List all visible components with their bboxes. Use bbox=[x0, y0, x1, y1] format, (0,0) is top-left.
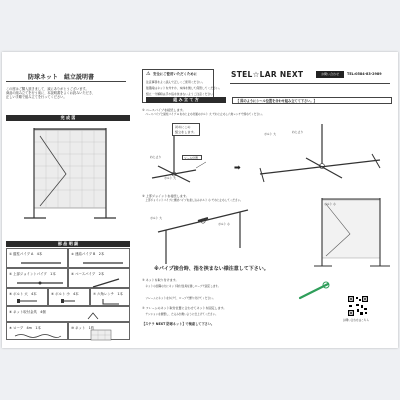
part-label-10: ⑩ ネット 1枚 bbox=[71, 326, 95, 330]
rope-icon bbox=[15, 333, 61, 339]
note-box bbox=[232, 97, 392, 104]
label-screw-1: ねじ止り bbox=[150, 155, 162, 159]
net-clip-icon bbox=[87, 312, 99, 320]
bolt-large-icon bbox=[17, 298, 39, 304]
part-cell-5 bbox=[6, 288, 48, 306]
pipe-b-icon bbox=[83, 261, 123, 265]
part-cell-3 bbox=[6, 268, 68, 288]
net-step-4: ④ フレームのネット取付位置に合わせてネットを固定します。 bbox=[142, 306, 227, 310]
callout-text: 初めにこの 組立をします。 bbox=[175, 125, 197, 134]
pipe-a-icon bbox=[21, 261, 61, 265]
brand-badge: お問い合わせ bbox=[316, 71, 344, 78]
part-cell-1 bbox=[6, 248, 68, 268]
label-bolt-large-2: ボルト 大 bbox=[264, 132, 277, 136]
part-cell-10 bbox=[68, 322, 130, 340]
net-step-2: ネットの四隅の穴にネット取付金具を通しロープで固定します。 bbox=[142, 285, 221, 288]
seal-label-box bbox=[182, 155, 202, 160]
net-clip-photo bbox=[296, 278, 332, 304]
assembly-title: 組 み 立 て 方 bbox=[146, 97, 226, 103]
bolt-small-icon bbox=[61, 298, 77, 304]
caution-line-1: 注意事項をよく読んで正しくご使用ください。 bbox=[146, 80, 205, 84]
label-seal: シール位置 bbox=[184, 156, 198, 160]
step-1: ① ベースパイプを接続します。 bbox=[142, 108, 186, 112]
label-screw-2: ねじ止り bbox=[292, 130, 304, 134]
label-bolt-small-2: ボルト 小 bbox=[324, 202, 337, 206]
part-label-3: ③ 上部ジョイントパイプ 1本 bbox=[9, 272, 56, 276]
qr-code-icon bbox=[348, 296, 368, 316]
search-note: 【ステラ NEXT 防球ネット】で検索して下さい。 bbox=[142, 322, 215, 326]
part-label-6: ⑥ ボルト 小 4本 bbox=[51, 292, 79, 296]
part-label-2: ② 連結パイプ B 2本 bbox=[71, 252, 105, 256]
step-1-detail: ベースパイプと縦柱パイプ A をねじ止め付属のボルト 大 でねじ止めし六角レンチで締めてください。 bbox=[142, 113, 265, 116]
qr-caption: お問い合わせはこちら bbox=[343, 319, 369, 322]
step-2: ② 上部ジョイントを接続します。 bbox=[142, 194, 189, 198]
net-step-1: ③ ネットを取り付けます。 bbox=[142, 278, 179, 282]
document-title: 防球ネット 組立説明書 bbox=[28, 74, 95, 81]
frame-net-diagram bbox=[310, 194, 394, 274]
joint-pipe-icon bbox=[17, 281, 63, 285]
label-bolt-large-3: ボルト 大 bbox=[150, 216, 163, 220]
net-step-3: フレームにネットをかけて、ロープで縛り付けてください。 bbox=[142, 297, 216, 300]
part-cell-4 bbox=[68, 268, 130, 288]
pinch-warning: ※パイプ接合時、指を挟まない様注意して下さい。 bbox=[154, 266, 269, 272]
callout-box bbox=[172, 123, 200, 136]
step-2-detail: 上部ジョイントパイプに連結パイプを差し込みボルト 小 でねじ止めしてください。 bbox=[142, 199, 243, 202]
part-label-4: ④ ベースパイプ 2本 bbox=[71, 272, 105, 276]
label-bolt-small-1: ボルト 小 bbox=[218, 222, 231, 226]
intro-line-3: 正しい手順で組み立てを行ってください。 bbox=[6, 95, 67, 99]
next-arrow-icon: ➡ bbox=[234, 163, 241, 172]
warning-icon: ⚠ bbox=[146, 71, 151, 77]
part-label-5: ⑤ ボルト 大 4本 bbox=[9, 292, 37, 296]
base-pipe-icon bbox=[91, 278, 121, 288]
part-cell-6 bbox=[48, 288, 90, 306]
part-label-9: ⑨ ロープ 4m 1本 bbox=[9, 326, 41, 330]
instruction-sheet bbox=[2, 52, 398, 348]
part-cell-2 bbox=[68, 248, 130, 268]
label-bolt-large-1: ボルト 大 bbox=[164, 176, 177, 180]
completed-diagram bbox=[6, 122, 130, 234]
intro-line-2: 商品の組み立てを行う前に、本説明書をよくお読みいただき、 bbox=[6, 91, 96, 95]
caution-line-3: 組立・分解時は手や指を挟まないようご注意ください。 bbox=[146, 92, 216, 96]
net-icon bbox=[91, 330, 111, 340]
part-label-7: ⑦ 六角レンチ 1本 bbox=[93, 292, 123, 296]
part-label-1: ① 縦柱パイプ A 4本 bbox=[9, 252, 43, 256]
caution-title: 安全にご使用いただくために bbox=[153, 72, 198, 76]
hex-wrench-icon bbox=[101, 297, 121, 305]
upper-joint-diagram bbox=[148, 204, 258, 266]
part-label-8: ⑧ ネット取付金具 4個 bbox=[9, 310, 46, 314]
note-box-text: 【 図のようにシール位置を合わせ組み立てて下さい。】 bbox=[236, 99, 317, 103]
parts-title: 部 品 明 細 bbox=[6, 241, 130, 247]
telephone: TEL:0584-83-2989 bbox=[347, 72, 382, 76]
completed-title: 完 成 図 bbox=[6, 115, 130, 121]
caution-line-2: 強風時はネットを外すか、本体を倒して保管してください。 bbox=[146, 86, 222, 90]
intro-line-1: この度はご購入頂きまして、誠にありがとうございます。 bbox=[6, 87, 89, 91]
net-step-5: テンションを調整し、たるみが無いように仕上げてください。 bbox=[142, 313, 218, 316]
part-cell-7 bbox=[90, 288, 130, 306]
part-cell-8 bbox=[6, 306, 130, 322]
brand-logo: STEL☆LAR NEXT bbox=[231, 70, 304, 79]
part-cell-9 bbox=[6, 322, 68, 340]
